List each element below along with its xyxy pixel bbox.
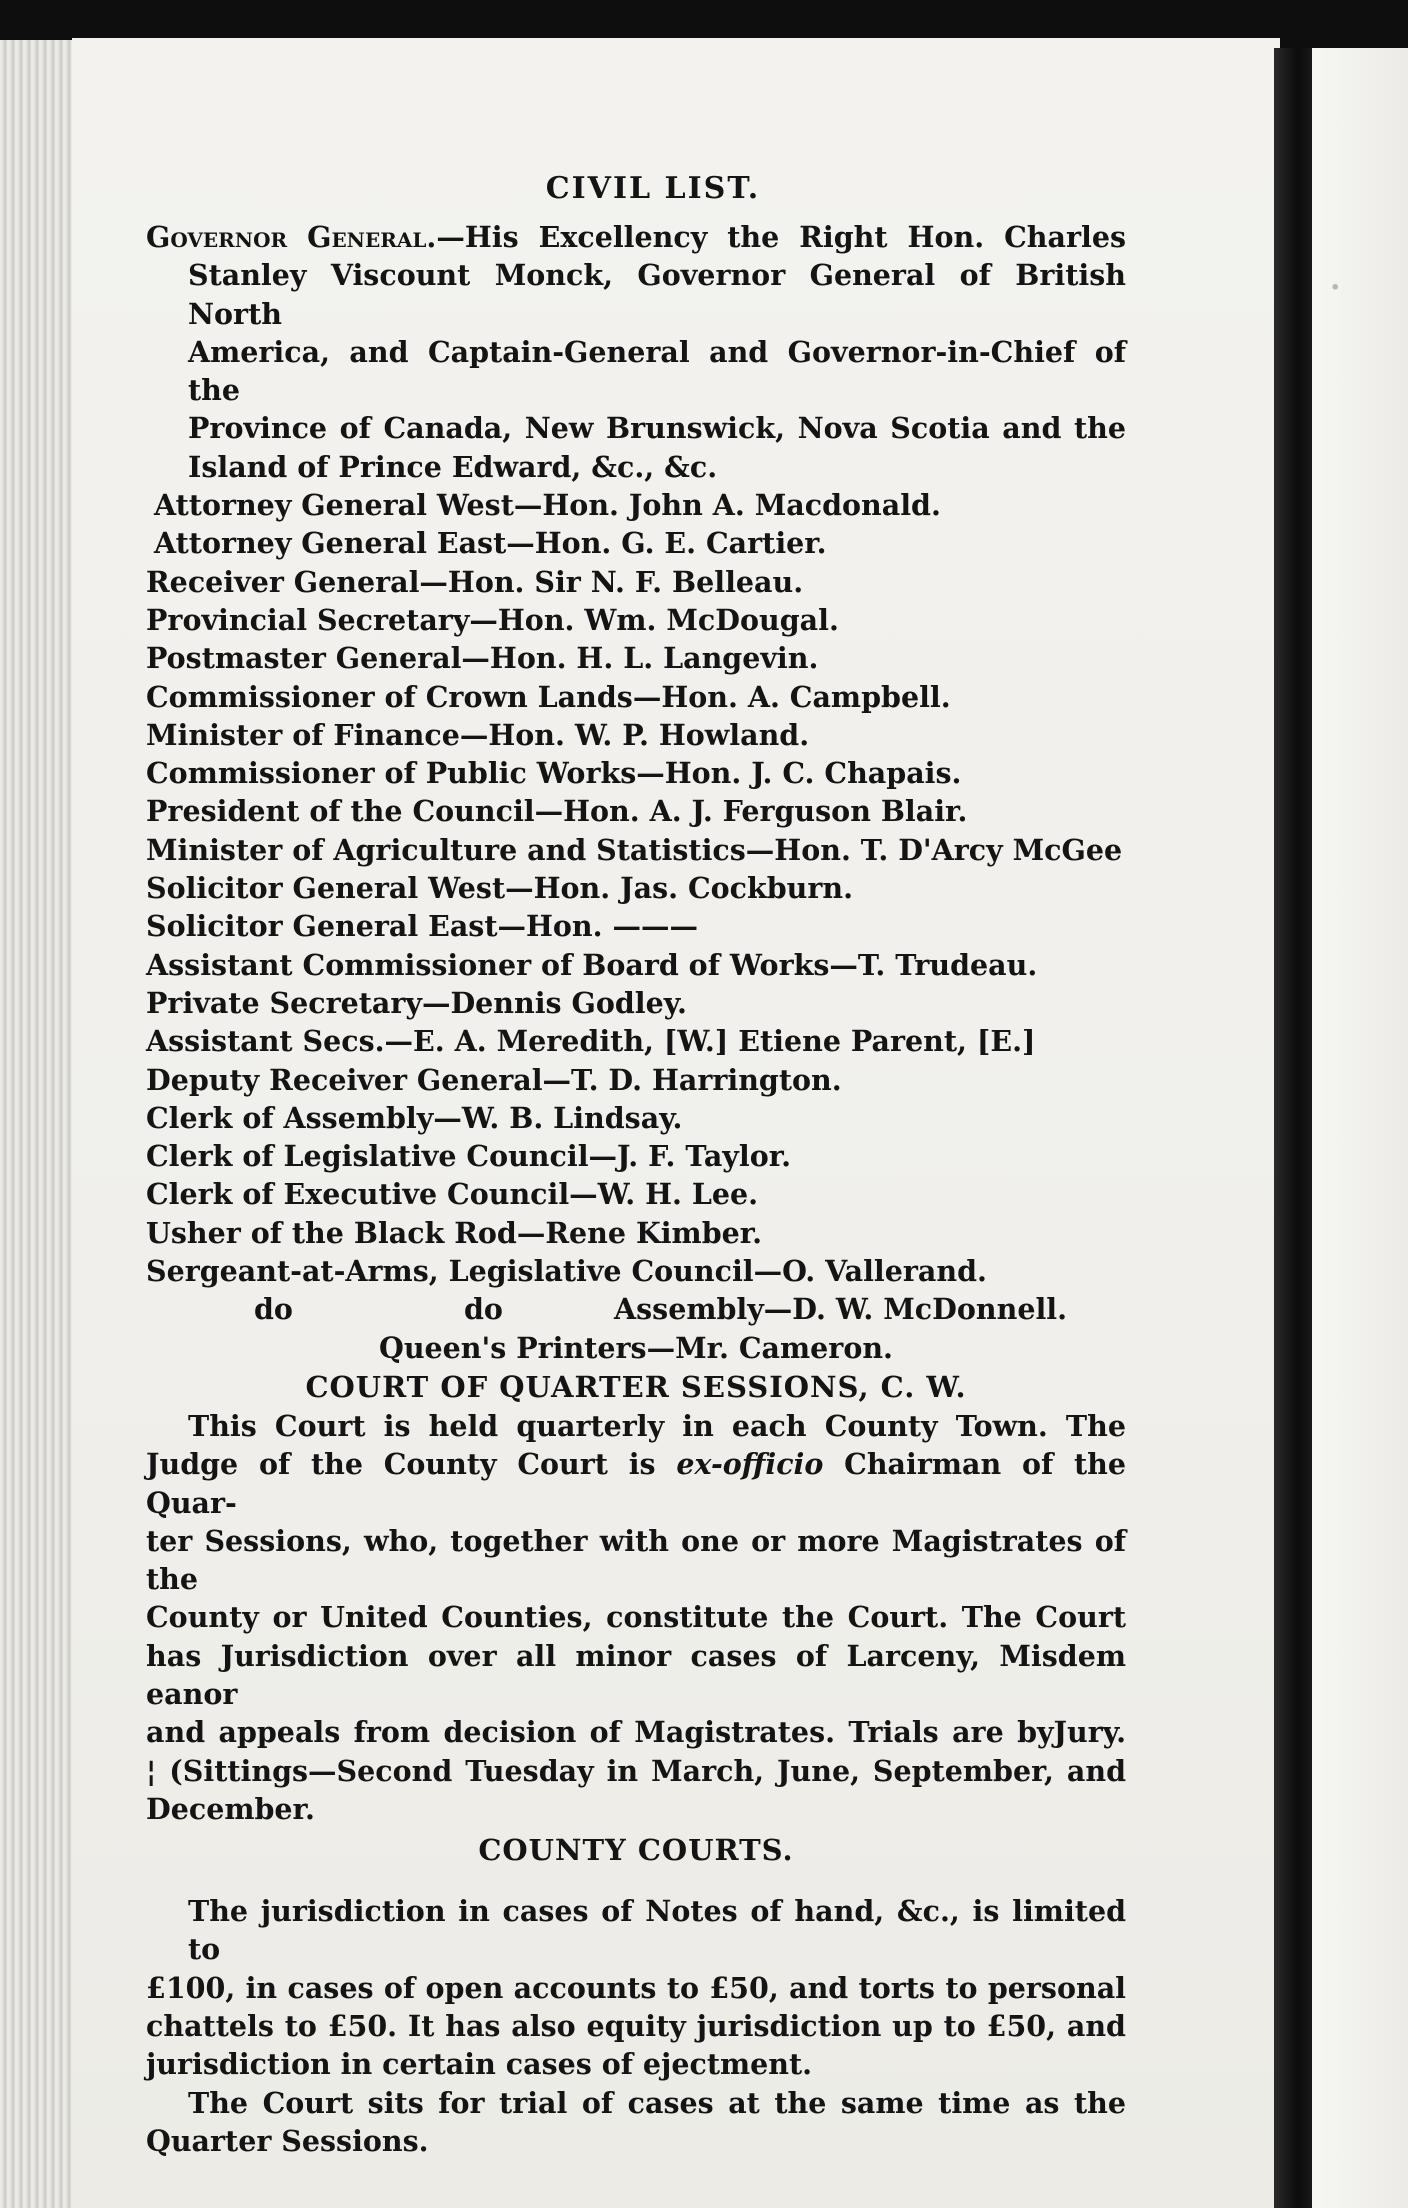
paragraph-line: jurisdiction in certain cases of ejectment. — [146, 2047, 813, 2082]
sittings-text: Sittings—Second Tuesday in March, June, September, and — [182, 1753, 1127, 1788]
officer-line: Assistant Commissioner of Board of Works—T. Trudeau. — [146, 947, 1038, 982]
governor-line: Stanley Viscount Monck, Governor General of British North — [188, 258, 1126, 331]
officer-line: Receiver General—Hon. Sir N. F. Belleau. — [146, 564, 804, 599]
officer-line: Clerk of Legislative Council—J. F. Taylor. — [146, 1139, 792, 1174]
paragraph-line: chattels to £50. It has also equity jurisdiction up to £50, and — [146, 2009, 1126, 2044]
page-title: CIVIL LIST. — [545, 171, 761, 206]
book-spine-edge — [0, 40, 78, 2208]
text-run: Chairman of the Quar- — [146, 1447, 1126, 1520]
officer-line: Usher of the Black Rod—Rene Kimber. — [146, 1215, 763, 1250]
officer-line: Solicitor General East—Hon. ——— — [146, 909, 698, 944]
paragraph-line: Quarter Sessions. — [146, 2123, 429, 2158]
governor-line: America, and Captain-General and Governor-in-Chief of the — [188, 334, 1126, 408]
officer-line: President of the Council—Hon. A. J. Ferguson Blair. — [146, 794, 968, 829]
section-spacer — [146, 1872, 1126, 1892]
officer-line: Clerk of Executive Council—W. H. Lee. — [146, 1177, 759, 1212]
paragraph-line — [146, 1752, 1126, 1790]
governor-line: Province of Canada, New Brunswick, Nova Scotia and the — [188, 411, 1126, 446]
paragraph-line: has Jurisdiction over all minor cases of Larceny, Misdem eanor — [146, 1638, 1126, 1711]
paragraph-line: £100, in cases of open accounts to £50, and torts to personal — [146, 1970, 1126, 2005]
ditto-line-rest: Assembly—D. W. McDonnell. — [614, 1292, 1068, 1327]
governor-line-rest: —His Excellency the Right Hon. Charles — [436, 220, 1126, 254]
book-gutter — [1274, 48, 1314, 2208]
page-text — [146, 160, 1126, 2160]
margin-mark: ¦ ( — [146, 1753, 183, 1788]
queens-printers-line: Queen's Printers—Mr. Cameron. — [379, 1330, 893, 1365]
ditto-mark: do — [254, 1292, 293, 1327]
governor-label: Governor General. — [146, 220, 437, 254]
officer-line: Deputy Receiver General—T. D. Harrington. — [146, 1062, 842, 1097]
officer-line: Solicitor General West—Hon. Jas. Cockburn. — [146, 871, 854, 906]
ditto-mark: do — [464, 1292, 503, 1327]
governor-general-entry — [146, 218, 1126, 486]
paragraph-line: County or United Counties, constitute the Court. The Court — [146, 1600, 1126, 1635]
text-run: Judge of the County Court is — [146, 1447, 677, 1482]
county-courts-section — [146, 1828, 1126, 2160]
paragraph-line: The Court sits for trial of cases at the same time as the — [188, 2085, 1126, 2120]
officer-line: Attorney General East—Hon. G. E. Cartier. — [154, 526, 827, 561]
facing-page-bleed-mark: · — [1330, 270, 1341, 305]
ditto-line — [146, 1290, 1126, 1328]
officer-line: Attorney General West—Hon. John A. Macdonald. — [154, 488, 941, 523]
quarter-sessions-section — [146, 1367, 1126, 1828]
officer-line: Private Secretary—Dennis Godley. — [146, 985, 687, 1020]
paragraph-line: This Court is held quarterly in each County Town. The — [188, 1408, 1126, 1443]
facing-page-edge — [1312, 48, 1408, 2208]
governor-line: Island of Prince Edward, &c., &c. — [188, 449, 718, 484]
officer-line: Commissioner of Public Works—Hon. J. C. Chapais. — [146, 756, 962, 791]
governor-line — [146, 218, 1126, 256]
officer-line: Minister of Finance—Hon. W. P. Howland. — [146, 717, 810, 752]
officer-line: Assistant Secs.—E. A. Meredith, [W.] Etiene Parent, [E.] — [146, 1024, 1036, 1059]
paragraph-line — [146, 1445, 1126, 1522]
paragraph-line: The jurisdiction in cases of Notes of hand, &c., is limited to — [188, 1894, 1126, 1967]
section-heading: COUNTY COURTS. — [478, 1833, 794, 1868]
paragraph-line: ter Sessions, who, together with one or more Magistrates of the — [146, 1523, 1126, 1597]
officer-line: Minister of Agriculture and Statistics—Hon. T. D'Arcy McGee — [146, 832, 1123, 867]
italic-term: ex-officio — [676, 1447, 824, 1482]
officers-list — [146, 486, 1126, 1367]
section-heading: COURT OF QUARTER SESSIONS, C. W. — [305, 1369, 967, 1404]
officer-line: Provincial Secretary—Hon. Wm. McDougal. — [146, 602, 839, 637]
paragraph-line: December. — [146, 1791, 315, 1826]
officer-line: Postmaster General—Hon. H. L. Langevin. — [146, 641, 819, 676]
paragraph-line: and appeals from decision of Magistrates. Trials are byJury. — [146, 1715, 1126, 1750]
officer-line: Clerk of Assembly—W. B. Lindsay. — [146, 1100, 683, 1135]
officer-line: Sergeant-at-Arms, Legislative Council—O. Vallerand. — [146, 1254, 987, 1289]
officer-line: Commissioner of Crown Lands—Hon. A. Campbell. — [146, 679, 951, 714]
